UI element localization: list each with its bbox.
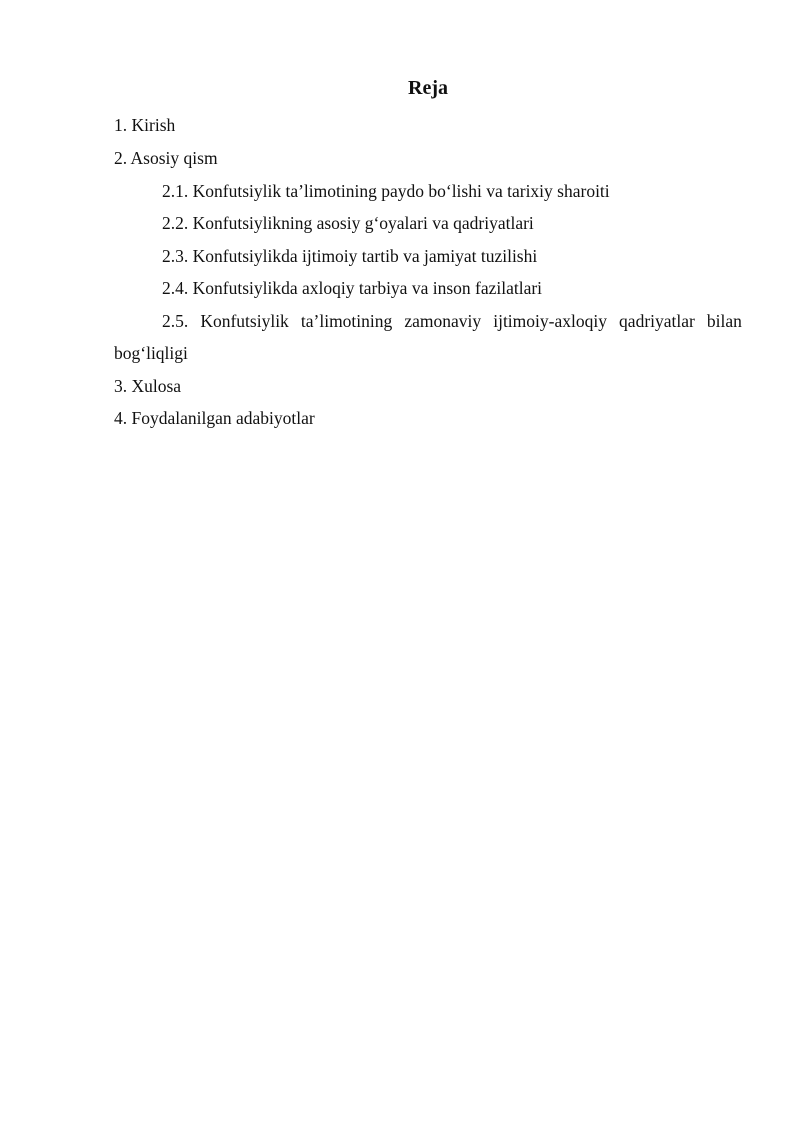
toc-subitem-2-4: 2.4. Konfutsiylikda axloqiy tarbiya va inson fazilatlari (162, 278, 543, 298)
toc-subitem-2-2: 2.2. Konfutsiylikning asosiy g‘oyalari va qadriyatlari (162, 213, 534, 233)
toc-subitem-2-5 (162, 305, 742, 337)
toc-subitem-2-5-continuation: bog‘liqligi (114, 343, 188, 363)
toc-word: qadriyatlar (619, 311, 695, 331)
page-title: Reja (408, 77, 448, 99)
toc-subitem-2-3: 2.3. Konfutsiylikda ijtimoiy tartib va jamiyat tuzilishi (162, 246, 538, 266)
toc-word: ijtimoiy-axloqiy (493, 311, 607, 331)
toc-word: 2.5. (162, 311, 189, 331)
toc-word: Konfutsiylik (200, 311, 289, 331)
toc-word: bilan (706, 311, 742, 331)
toc-item-introduction: 1. Kirish (114, 115, 176, 135)
toc-word: zamonaviy (404, 311, 482, 331)
toc-item-conclusion: 3. Xulosa (114, 376, 182, 396)
toc-subitem-2-1: 2.1. Konfutsiylik ta’limotining paydo bo‘lishi va tarixiy sharoiti (162, 181, 610, 201)
toc-item-references: 4. Foydalanilgan adabiyotlar (114, 408, 315, 428)
toc-word: ta’limotining (300, 311, 393, 331)
toc-item-main-part: 2. Asosiy qism (114, 148, 218, 168)
